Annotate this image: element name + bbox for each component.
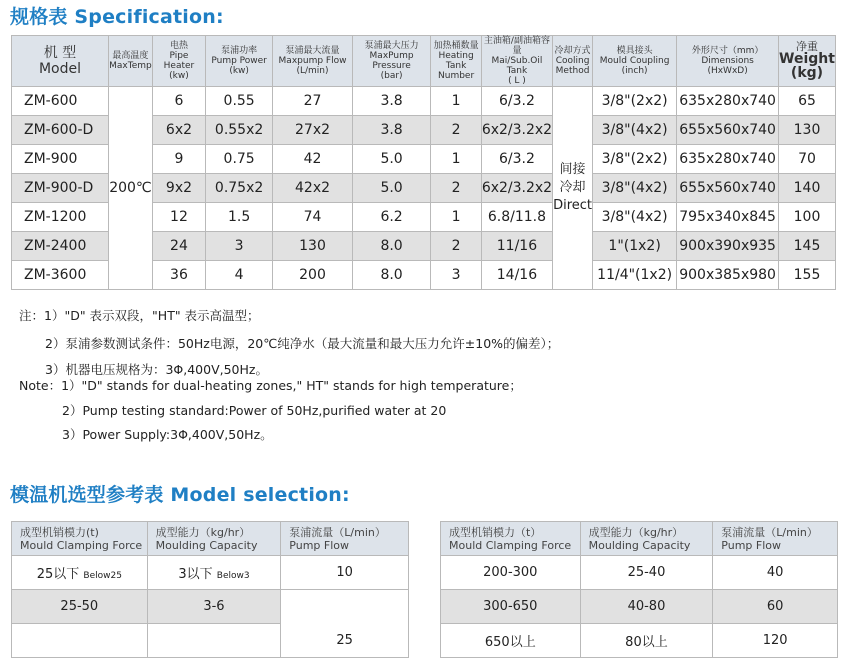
cell-max-pressure: 5.0 <box>352 174 431 203</box>
header-model: 机 型 Model <box>12 36 109 87</box>
cell-pump-power: 0.75x2 <box>206 174 273 203</box>
cell-max-pressure: 8.0 <box>352 261 431 290</box>
sel-left-force-1: 25以下 Below25 <box>12 556 148 590</box>
cell-pump-power: 3 <box>206 232 273 261</box>
sel-right-flow: 60 <box>713 590 838 624</box>
note-cn-3: 3）机器电压规格为：3Φ,400V,50Hz。 <box>45 362 268 377</box>
cell-weight: 145 <box>779 232 836 261</box>
sel-right-header-flow: 泵浦流量（L/min） Pump Flow <box>713 522 838 556</box>
cell-coupling: 1"(1x2) <box>593 232 677 261</box>
spec-header-row <box>12 36 836 87</box>
cell-pipe-heater: 9x2 <box>152 174 205 203</box>
header-max-pressure: 泵浦最大压力 MaxPump Pressure (bar) <box>352 36 431 87</box>
sel-right-capacity: 80以上 <box>580 624 713 658</box>
cell-dimensions: 900x385x980 <box>677 261 779 290</box>
cell-oil-tank: 6/3.2 <box>481 145 552 174</box>
cell-pipe-heater: 12 <box>152 203 205 232</box>
cell-pipe-heater: 6x2 <box>152 116 205 145</box>
cell-model: ZM-2400 <box>12 232 109 261</box>
cell-dimensions: 635x280x740 <box>677 145 779 174</box>
selection-table-right <box>440 521 838 658</box>
sel-left-flow-1: 10 <box>281 556 409 590</box>
cell-max-pressure: 3.8 <box>352 87 431 116</box>
header-max-flow: 泵浦最大流量 Maxpump Flow (L/min) <box>273 36 353 87</box>
sel-right-flow: 120 <box>713 624 838 658</box>
header-heating-tank: 加热桶数量 Heating Tank Number <box>431 36 481 87</box>
cell-dimensions: 795x340x845 <box>677 203 779 232</box>
header-cooling: 冷却方式 Cooling Method <box>553 36 593 87</box>
header-coupling: 模具接头 Mould Coupling (inch) <box>593 36 677 87</box>
cell-weight: 100 <box>779 203 836 232</box>
sel-left-flow-merged: 25 <box>281 590 409 658</box>
cell-max-flow: 27 <box>273 87 353 116</box>
cell-coupling: 3/8"(4x2) <box>593 174 677 203</box>
note-en-1: Note：1）"D" stands for dual-heating zones," HT" stands for high temperature； <box>19 378 522 393</box>
cell-coupling: 3/8"(2x2) <box>593 87 677 116</box>
cell-max-pressure: 5.0 <box>352 145 431 174</box>
cell-coupling: 11/4"(1x2) <box>593 261 677 290</box>
note-cn-2: 2）泵浦参数测试条件：50Hz电源，20℃纯净水（最大流量和最大压力允许±10%的偏差）； <box>45 336 560 351</box>
cell-heating-tank: 2 <box>431 116 481 145</box>
header-oil-tank: 主油箱/副油箱容量 Mai/Sub.Oil Tank ( L ) <box>481 36 552 87</box>
cell-model: ZM-600 <box>12 87 109 116</box>
cell-oil-tank: 11/16 <box>481 232 552 261</box>
cell-dimensions: 655x560x740 <box>677 116 779 145</box>
cell-oil-tank: 6.8/11.8 <box>481 203 552 232</box>
cell-max-flow: 42x2 <box>273 174 353 203</box>
cell-pump-power: 0.55 <box>206 87 273 116</box>
spec-row <box>12 87 836 116</box>
cell-model: ZM-900-D <box>12 174 109 203</box>
cell-heating-tank: 2 <box>431 174 481 203</box>
cell-heating-tank: 2 <box>431 232 481 261</box>
cell-model: ZM-600-D <box>12 116 109 145</box>
cell-pump-power: 0.55x2 <box>206 116 273 145</box>
cell-pump-power: 0.75 <box>206 145 273 174</box>
sel-right-force: 650以上 <box>441 624 581 658</box>
cell-heating-tank: 1 <box>431 203 481 232</box>
cell-coupling: 3/8"(4x2) <box>593 116 677 145</box>
cell-dimensions: 635x280x740 <box>677 87 779 116</box>
cell-weight: 130 <box>779 116 836 145</box>
selection-table-left <box>11 521 409 658</box>
sel-right-flow: 40 <box>713 556 838 590</box>
cell-dimensions: 655x560x740 <box>677 174 779 203</box>
cell-pipe-heater: 24 <box>152 232 205 261</box>
spec-table <box>11 35 836 290</box>
spec-title: 规格表 Specification: <box>10 6 224 28</box>
cell-pump-power: 1.5 <box>206 203 273 232</box>
note-cn-1: 注：1）"D" 表示双段，"HT" 表示高温型； <box>19 308 260 323</box>
cell-pipe-heater: 36 <box>152 261 205 290</box>
cell-weight: 155 <box>779 261 836 290</box>
header-weight: 净重 Weight (kg) <box>779 36 836 87</box>
cell-max-temp: 200℃ <box>108 87 152 290</box>
cell-pipe-heater: 9 <box>152 145 205 174</box>
cell-oil-tank: 6/3.2 <box>481 87 552 116</box>
cell-coupling: 3/8"(4x2) <box>593 203 677 232</box>
cell-heating-tank: 1 <box>431 87 481 116</box>
cell-max-flow: 27x2 <box>273 116 353 145</box>
cell-cooling-method: 间接 冷却 Direct <box>553 87 593 290</box>
sel-right-force: 300-650 <box>441 590 581 624</box>
cell-pipe-heater: 6 <box>152 87 205 116</box>
cell-oil-tank: 14/16 <box>481 261 552 290</box>
sel-left-force-3 <box>12 624 148 658</box>
selection-title: 模温机选型参考表 Model selection: <box>10 484 350 506</box>
sel-left-capacity-1: 3以下 Below3 <box>147 556 281 590</box>
cell-oil-tank: 6x2/3.2x2 <box>481 174 552 203</box>
sel-right-header-capacity: 成型能力（kg/hr） Moulding Capacity <box>580 522 713 556</box>
sel-right-capacity: 40-80 <box>580 590 713 624</box>
sel-right-row <box>441 590 838 624</box>
cell-coupling: 3/8"(2x2) <box>593 145 677 174</box>
cell-pump-power: 4 <box>206 261 273 290</box>
header-max-temp: 最高温度 MaxTemp <box>108 36 152 87</box>
sel-right-header-force: 成型机销模力（t） Mould Clamping Force <box>441 522 581 556</box>
header-pump-power: 泵浦功率 Pump Power (kw) <box>206 36 273 87</box>
sel-right-capacity: 25-40 <box>580 556 713 590</box>
cell-max-pressure: 6.2 <box>352 203 431 232</box>
cell-weight: 140 <box>779 174 836 203</box>
note-en-3: 3）Power Supply:3Φ,400V,50Hz。 <box>62 427 273 442</box>
sel-left-header-flow: 泵浦流量（L/min） Pump Flow <box>281 522 409 556</box>
cell-max-pressure: 3.8 <box>352 116 431 145</box>
cell-max-flow: 130 <box>273 232 353 261</box>
sel-right-force: 200-300 <box>441 556 581 590</box>
header-pipe-heater: 电热 Pipe Heater (kw) <box>152 36 205 87</box>
cell-max-flow: 74 <box>273 203 353 232</box>
sel-left-capacity-2: 3-6 <box>147 590 281 624</box>
sel-right-row <box>441 624 838 658</box>
cell-max-flow: 200 <box>273 261 353 290</box>
cell-weight: 65 <box>779 87 836 116</box>
cell-model: ZM-3600 <box>12 261 109 290</box>
header-dimensions: 外形尺寸（mm） Dimensions (HxWxD) <box>677 36 779 87</box>
cell-model: ZM-900 <box>12 145 109 174</box>
cell-weight: 70 <box>779 145 836 174</box>
cell-max-pressure: 8.0 <box>352 232 431 261</box>
sel-left-capacity-3 <box>147 624 281 658</box>
cell-dimensions: 900x390x935 <box>677 232 779 261</box>
cell-max-flow: 42 <box>273 145 353 174</box>
cell-model: ZM-1200 <box>12 203 109 232</box>
sel-right-row <box>441 556 838 590</box>
sel-left-header-force: 成型机销模力(t) Mould Clamping Force <box>12 522 148 556</box>
sel-left-force-2: 25-50 <box>12 590 148 624</box>
cell-oil-tank: 6x2/3.2x2 <box>481 116 552 145</box>
sel-left-header-capacity: 成型能力（kg/hr） Moulding Capacity <box>147 522 281 556</box>
note-en-2: 2）Pump testing standard:Power of 50Hz,purified water at 20 <box>62 403 447 418</box>
cell-heating-tank: 3 <box>431 261 481 290</box>
cell-heating-tank: 1 <box>431 145 481 174</box>
